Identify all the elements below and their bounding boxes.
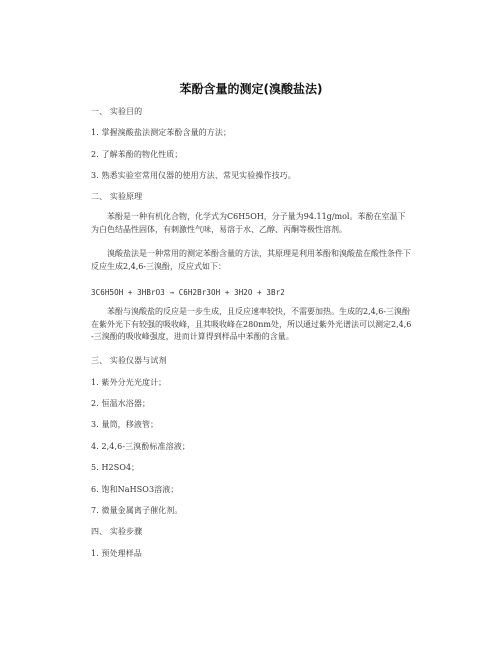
document-title: 苯酚含量的测定(溴酸盐法) bbox=[179, 82, 323, 96]
section-heading-equipment: 三、 实验仪器与试剂 bbox=[91, 356, 167, 365]
reaction-formula: 3C6H5OH + 3HBrO3 → C6H2Br3OH + 3H2O + 3Br2 bbox=[91, 288, 285, 297]
equipment-item: 5. H2SO4； bbox=[91, 463, 140, 472]
principle-paragraph-2: 溴酸盐法是一种常用的测定苯酚含量的方法，其原理是利用苯酚和溴酸盐在酸性条件下反应生成2,4,6-三溴酚，反应式如下： bbox=[91, 249, 411, 271]
principle-paragraph-1: 苯酚是一种有机化合物，化学式为C6H5OH，分子量为94.11g/mol。苯酚在室温下为白色结晶性固体，有刺激性气味，易溶于水、乙醇、丙酮等极性溶剂。 bbox=[91, 212, 406, 234]
section-heading-objectives: 一、 实验目的 bbox=[91, 107, 143, 116]
objective-item: 3. 熟悉实验室常用仪器的使用方法、常见实验操作技巧。 bbox=[91, 171, 296, 180]
objective-item: 2. 了解苯酚的物化性质； bbox=[91, 150, 183, 159]
step-item: 1. 预处理样品 bbox=[91, 549, 142, 558]
equipment-item: 2. 恒温水浴器； bbox=[91, 399, 151, 408]
equipment-item: 7. 微量金属离子催化剂。 bbox=[91, 506, 183, 515]
section-heading-principle: 二、 实验原理 bbox=[91, 192, 143, 201]
equipment-item: 6. 饱和NaHSO3溶液； bbox=[91, 485, 179, 494]
section-heading-steps: 四、 实验步骤 bbox=[91, 527, 143, 536]
equipment-item: 1. 紫外分光光度计； bbox=[91, 378, 167, 387]
principle-paragraph-3: 苯酚与溴酸盐的反应是一步生成，且反应速率较快，不需要加热。生成的2,4,6-三溴酚在紫外光下有较强的吸收峰，且其吸收峰在280nm处，所以通过紫外光谱法可以测定2,4,6-三溴酚的吸收峰强度，进而计算得到样品中苯酚的含量。 bbox=[91, 307, 412, 341]
equipment-item: 4. 2,4,6-三溴酚标准溶液； bbox=[91, 442, 190, 451]
equipment-item: 3. 量筒，移液管； bbox=[91, 420, 159, 429]
objective-item: 1. 掌握溴酸盐法测定苯酚含量的方法； bbox=[91, 128, 232, 137]
